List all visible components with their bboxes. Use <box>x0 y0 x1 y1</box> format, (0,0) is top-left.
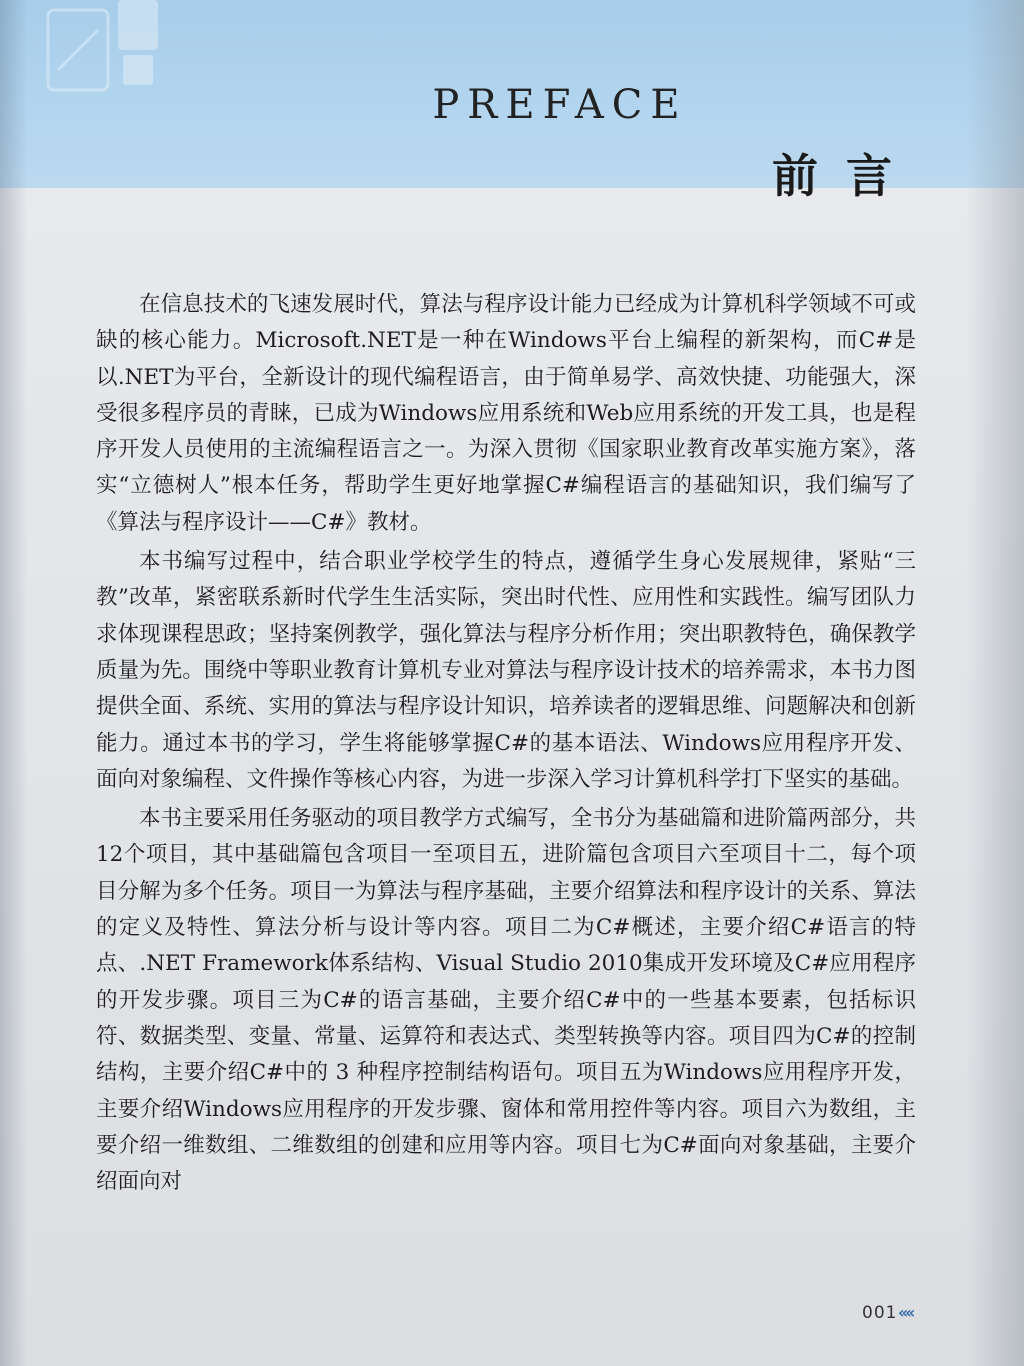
page-edge-shadow <box>966 0 1024 1366</box>
english-title: PREFACE <box>432 82 688 128</box>
decorative-icon <box>38 0 218 120</box>
chinese-title: 前言 <box>772 149 920 203</box>
page-number: 001 <box>862 1303 898 1323</box>
paragraph: 本书编写过程中，结合职业学校学生的特点，遵循学生身心发展规律，紧贴“三教”改革，紧密联系新时代学生生活实际，突出时代性、应用性和实践性。编写团队力求体现课程思政；坚持案例教学，强化算法与程序分析作用；突出职教特色，确保教学质量为先。围绕中等职业教育计算机专业对算法与程序设计技术的培养需求，本书力图提供全面、系统、实用的算法与程序设计知识，培养读者的逻辑思维、问题解决和创新能力。通过本书的学习，学生将能够掌握C#的基本语法、Windows应用程序开发、面向对象编程、文件操作等核心内容，为进一步深入学习计算机科学打下坚实的基础。 <box>96 549 916 792</box>
paragraph: 本书主要采用任务驱动的项目教学方式编写，全书分为基础篇和进阶篇两部分，共12个项目，其中基础篇包含项目一至项目五，进阶篇包含项目六至项目十二，每个项目分解为多个任务。项目一为算法与程序基础，主要介绍算法和程序设计的关系、算法的定义及特性、算法分析与设计等内容。项目二为C#概述，主要介绍C#语言的特点、.NET Framework体系结构、Visual Studio 2010集成开发环境及C#应用程序的开发步骤。项目三为C#的语言基础，主要介绍C#中的一些基本要素，包括标识符、数据类型、变量、常量、运算符和表达式、类型转换等内容。项目四为C#的控制结构，主要介绍C#中的 3 种程序控制结构语句。项目五为Windows应用程序开发，主要介绍Windows应用程序的开发步骤、窗体和常用控件等内容。项目六为数组，主要介绍一维数组、二维数组的创建和应用等内容。项目七为C#面向对象基础，主要介绍面向对 <box>96 806 916 1195</box>
paragraph: 在信息技术的飞速发展时代，算法与程序设计能力已经成为计算机科学领域不可或缺的核心能力。Microsoft.NET是一种在Windows平台上编程的新架构，而C#是以.NET为平台，全新设计的现代编程语言，由于简单易学、高效快捷、功能强大，深受很多程序员的青睐，已成为Windows应用系统和Web应用系统的开发工具，也是程序开发人员使用的主流编程语言之一。为深入贯彻《国家职业教育改革实施方案》，落实“立德树人”根本任务，帮助学生更好地掌握C#编程语言的基础知识，我们编写了《算法与程序设计——C#》教材。 <box>96 292 916 535</box>
preface-body <box>96 287 916 1203</box>
chevron-left-icon: ‹‹‹‹ <box>898 1303 913 1322</box>
spine-shadow <box>0 0 28 1366</box>
